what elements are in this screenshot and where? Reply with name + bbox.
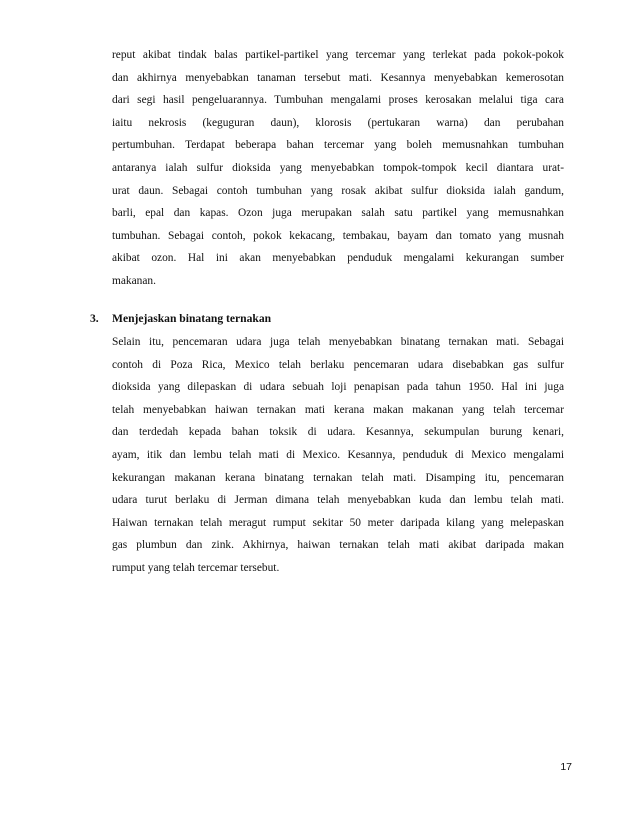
text-line: makanan.	[112, 274, 156, 287]
text-line: kekurangan makanan kerana binatang ternakan telah mati. Disamping itu, pencemaran	[112, 471, 564, 484]
text-line: dan terdedah kepada bahan toksik di udara. Kesannya, sekumpulan burung kenari,	[112, 426, 564, 439]
text-line: dan akhirnya menyebabkan tanaman tersebut mati. Kesannya menyebabkan kemerosotan	[112, 71, 564, 84]
text-line: pertumbuhan. Terdapat beberapa bahan tercemar yang boleh memusnahkan tumbuhan	[112, 139, 564, 152]
text-line: barli, epal dan kapas. Ozon juga merupakan salah satu partikel yang memusnahkan	[112, 207, 564, 220]
text-line: tumbuhan. Sebagai contoh, pokok kekacang, tembakau, bayam dan tomato yang musnah	[112, 229, 564, 242]
text-line: gas plumbun dan zink. Akhirnya, haiwan ternakan telah mati akibat daripada makan	[112, 539, 564, 552]
text-line: Haiwan ternakan telah meragut rumput sekitar 50 meter daripada kilang yang melepaskan	[112, 516, 564, 529]
text-line: ayam, itik dan lembu telah mati di Mexico. Kesannya, penduduk di Mexico mengalami	[112, 448, 564, 461]
section-heading	[90, 308, 271, 330]
text-line: dioksida yang dilepaskan di udara sebuah loji penapisan pada tahun 1950. Hal ini juga	[112, 381, 564, 394]
paragraph-livestock-damage	[112, 331, 564, 580]
text-line: akibat ozon. Hal ini akan menyebabkan penduduk mengalami kekurangan sumber	[112, 252, 564, 265]
text-line: reput akibat tindak balas partikel-partikel yang tercemar yang terlekat pada pokok-pokok	[112, 49, 564, 61]
text-line: udara turut berlaku di Jerman dimana telah menyebabkan kuda dan lembu telah mati.	[112, 494, 564, 507]
text-line: urat daun. Sebagai contoh tumbuhan yang rosak akibat sulfur dioksida ialah gandum,	[112, 184, 564, 197]
page-number: 17	[560, 761, 572, 773]
text-line: rumput yang telah tercemar tersebut.	[112, 561, 280, 574]
text-line: dari segi hasil pengeluarannya. Tumbuhan mengalami proses kerosakan melalui tiga cara	[112, 94, 564, 107]
text-line: antaranya ialah sulfur dioksida yang menyebabkan tompok-tompok kecil diantara urat-	[112, 161, 564, 174]
text-line: Selain itu, pencemaran udara juga telah menyebabkan binatang ternakan mati. Sebagai	[112, 336, 564, 348]
section-title: Menjejaskan binatang ternakan	[112, 312, 272, 325]
text-line: telah menyebabkan haiwan ternakan mati kerana makan makanan yang telah tercemar	[112, 403, 564, 416]
text-line: contoh di Poza Rica, Mexico telah berlaku pencemaran udara disebabkan gas sulfur	[112, 358, 564, 371]
section-number: 3.	[90, 312, 99, 325]
paragraph-plant-damage	[112, 44, 564, 293]
text-line: iaitu nekrosis (keguguran daun), klorosis (pertukaran warna) dan perubahan	[112, 116, 564, 129]
